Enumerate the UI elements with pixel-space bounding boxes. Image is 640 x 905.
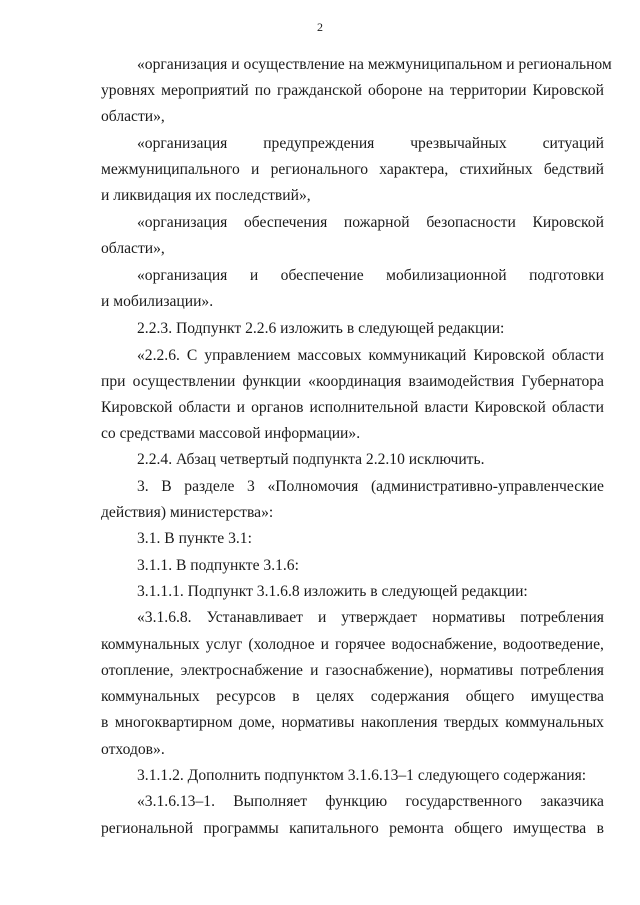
word: и: [251, 161, 260, 178]
word: «3.1.6.13–1.: [137, 793, 215, 810]
word: в: [101, 714, 109, 731]
word: твердых: [444, 714, 499, 731]
word: многоквартирном: [114, 714, 233, 731]
word: целях: [316, 688, 355, 705]
paragraph-line: и ликвидация их последствий»,: [101, 187, 311, 204]
paragraph-line: [137, 135, 604, 153]
word: взаимодействия: [408, 373, 515, 390]
word: области: [551, 399, 604, 416]
paragraph-line: [137, 347, 604, 365]
word: на: [428, 82, 444, 99]
word: Губернатора: [521, 373, 604, 390]
word: потребления: [520, 662, 604, 679]
paragraph-line: [101, 399, 604, 417]
word: и: [249, 267, 259, 284]
paragraph-line: [137, 267, 604, 285]
word: Устанавливает: [206, 609, 303, 626]
paragraph-line: 3.1. В пункте 3.1:: [137, 530, 252, 547]
word: газоснабжение),: [325, 662, 434, 679]
word: чрезвычайных: [410, 135, 507, 152]
word: предупреждения: [263, 135, 375, 152]
paragraph-line: [101, 662, 604, 680]
word: Кировской: [532, 214, 604, 231]
paragraph-line: 2.2.4. Абзац четвертый подпункта 2.2.10 исключить.: [137, 451, 485, 468]
word: заказчика: [540, 793, 604, 810]
word: функции: [242, 373, 301, 390]
word: мобилизационной: [386, 267, 507, 284]
paragraph-line: [137, 793, 604, 811]
word: накопления: [360, 714, 438, 731]
word: содержания: [370, 688, 450, 705]
paragraph-line: [101, 82, 604, 100]
word: безопасности: [426, 214, 516, 231]
word: исполнительной: [309, 399, 419, 416]
paragraph-line: [101, 714, 604, 732]
word: нормативы: [432, 609, 506, 626]
word: Кировской: [101, 399, 173, 416]
paragraph-line: [101, 636, 604, 654]
paragraph-line: «организация и осуществление на межмуниципальном и региональном: [137, 56, 612, 73]
word: отопление,: [101, 662, 174, 679]
word: органов: [251, 399, 304, 416]
word: коммунальных: [101, 636, 200, 653]
word: нормативы: [281, 714, 355, 731]
paragraph-line: 3.1.1.1. Подпункт 3.1.6.8 изложить в следующей редакции:: [137, 583, 528, 600]
word: обеспечения: [244, 214, 328, 231]
word: Кировской: [473, 347, 545, 364]
word: (холодное: [248, 636, 315, 653]
word: коммунальных: [101, 688, 200, 705]
paragraph-line: области»,: [101, 108, 165, 125]
word: межмуниципального: [101, 161, 240, 178]
word: уровнях: [101, 82, 156, 99]
word: водоотведение,: [502, 636, 604, 653]
word: «2.2.6.: [137, 347, 180, 364]
word: и: [317, 609, 327, 626]
word: гражданской: [277, 82, 362, 99]
paragraph-line: действия) министерства»:: [101, 504, 274, 521]
word: общего: [465, 688, 515, 705]
paragraph-line: [101, 373, 604, 391]
word: области: [178, 399, 231, 416]
word: 3: [247, 478, 255, 495]
word: В: [161, 478, 172, 495]
word: в: [292, 688, 300, 705]
word: доме,: [238, 714, 276, 731]
word: государственного: [405, 793, 523, 810]
word: «организация: [137, 267, 228, 284]
word: и: [320, 636, 330, 653]
word: утверждает: [341, 609, 418, 626]
word: капитального: [289, 820, 379, 837]
paragraph-line: [101, 161, 604, 179]
word: региональной: [101, 820, 194, 837]
word: и: [236, 399, 246, 416]
word: «Полномочия: [267, 478, 359, 495]
word: 3.: [137, 478, 149, 495]
word: общего: [454, 820, 503, 837]
word: управлением: [204, 347, 291, 364]
paragraph-line: [137, 609, 604, 627]
paragraph-line: 3.1.1. В подпункте 3.1.6:: [137, 557, 299, 574]
word: обороне: [368, 82, 423, 99]
word: потребления: [520, 609, 604, 626]
paragraph-line: [137, 478, 604, 496]
word: программы: [203, 820, 279, 837]
word: Выполняет: [233, 793, 308, 810]
word: характера,: [379, 161, 449, 178]
word: (административно-управленческие: [370, 478, 604, 495]
word: по: [254, 82, 271, 99]
word: Кировской: [474, 399, 546, 416]
word: ситуаций: [542, 135, 604, 152]
word: разделе: [184, 478, 235, 495]
word: массовых: [297, 347, 362, 364]
word: и: [310, 662, 319, 679]
word: бедствий: [543, 161, 604, 178]
paragraph-line: области»,: [101, 240, 165, 257]
word: Кировской: [532, 82, 604, 99]
paragraph-line: со средствами массовой информации».: [101, 425, 361, 442]
paragraph-line: отходов».: [101, 741, 165, 758]
word: нормативы: [440, 662, 514, 679]
word: обеспечение: [280, 267, 364, 284]
word: имущества: [530, 688, 604, 705]
word: при: [101, 373, 126, 390]
word: имущества: [513, 820, 587, 837]
paragraph-line: [101, 820, 604, 838]
word: «3.1.6.8.: [137, 609, 192, 626]
word: области: [551, 347, 604, 364]
paragraph-line: 3.1.1.2. Дополнить подпунктом 3.1.6.13–1 следующего содержания:: [137, 767, 587, 784]
word: коммунальных: [505, 714, 604, 731]
word: ресурсов: [216, 688, 276, 705]
paragraph-line: и мобилизации».: [101, 293, 214, 310]
word: осуществлении: [132, 373, 236, 390]
word: «организация: [137, 214, 228, 231]
word: «организация: [137, 135, 228, 152]
page-number: 2: [317, 20, 323, 34]
word: услуг: [205, 636, 243, 653]
word: коммуникаций: [368, 347, 467, 364]
word: ремонта: [389, 820, 444, 837]
paragraph-line: [101, 688, 604, 706]
word: водоснабжение,: [391, 636, 497, 653]
word: в: [596, 820, 604, 837]
word: «координация: [308, 373, 402, 390]
word: стихийных: [459, 161, 533, 178]
word: электроснабжение: [180, 662, 303, 679]
word: мероприятий: [161, 82, 249, 99]
word: С: [186, 347, 198, 364]
word: пожарной: [343, 214, 410, 231]
word: регионального: [270, 161, 369, 178]
word: власти: [424, 399, 469, 416]
paragraph-line: 2.2.3. Подпункт 2.2.6 изложить в следующей редакции:: [137, 320, 505, 337]
paragraph-line: [137, 214, 604, 232]
word: территории: [449, 82, 527, 99]
word: подготовки: [529, 267, 604, 284]
word: горячее: [334, 636, 386, 653]
word: функцию: [325, 793, 388, 810]
